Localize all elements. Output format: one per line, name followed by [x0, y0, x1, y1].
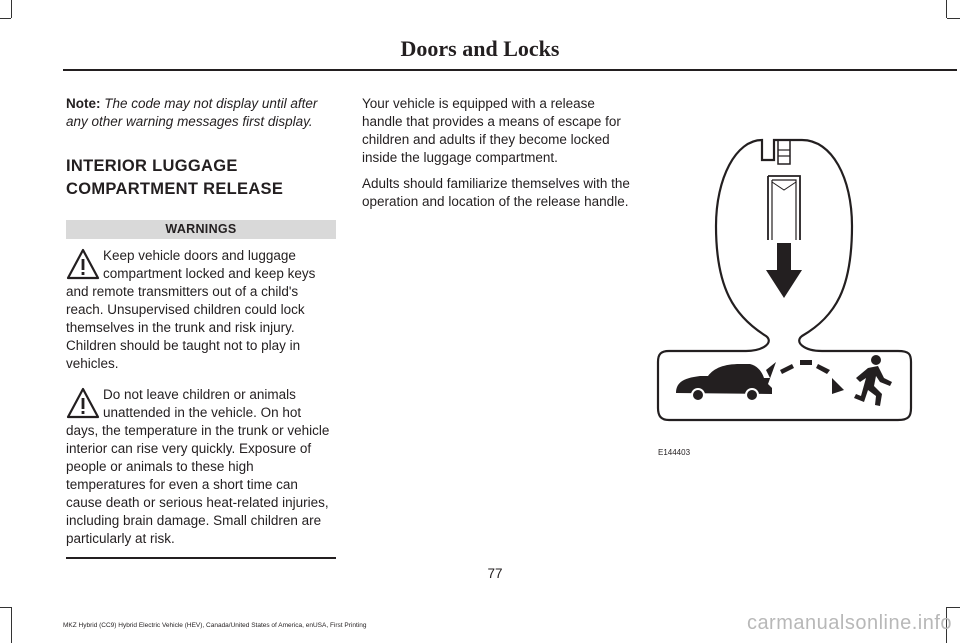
note — [66, 95, 336, 131]
crop-mark — [0, 607, 11, 608]
crop-mark — [11, 607, 12, 643]
section-heading-line1: INTERIOR LUGGAGE — [66, 157, 238, 175]
release-handle-illustration — [654, 138, 916, 428]
car-open-trunk-icon — [676, 362, 776, 401]
page-header-title: Doors and Locks — [400, 36, 560, 61]
note-label: Note: — [66, 96, 101, 111]
warning-text: Keep vehicle doors and luggage compartment locked and keep keys and remote transmitters out of a child's reach. Unsupervised children could lock themselves in the trunk and risk injury. Children should be taught not to play in vehicles. — [66, 248, 316, 371]
warning-triangle-icon — [66, 247, 100, 281]
crop-mark — [0, 18, 11, 19]
middle-column — [362, 95, 634, 219]
crop-mark — [946, 0, 947, 18]
footer-text: MKZ Hybrid (CC9) Hybrid Electric Vehicle (HEV), Canada/United States of America, enUSA, First Printing — [63, 622, 367, 629]
section-heading — [66, 155, 336, 201]
body-paragraph: Adults should familiarize themselves with the operation and location of the release handle. — [362, 176, 630, 209]
crop-mark — [947, 607, 960, 608]
section-heading-line2: COMPARTMENT RELEASE — [66, 180, 284, 198]
watermark: carmanualsonline.info — [746, 612, 952, 634]
warnings-end-rule — [66, 557, 336, 559]
note-text: The code may not display until after any other warning messages first display. — [66, 96, 318, 129]
figure-code: E144403 — [658, 448, 691, 457]
warning-item — [66, 386, 336, 548]
down-arrow-icon — [766, 243, 802, 298]
warning-item — [66, 247, 336, 373]
crop-mark — [11, 0, 12, 18]
page-number: 77 — [487, 566, 503, 581]
running-person-icon — [854, 355, 892, 406]
header-rule — [63, 69, 957, 71]
left-column — [66, 95, 336, 559]
dashed-arrow — [780, 360, 844, 394]
crop-mark — [947, 18, 960, 19]
warning-triangle-icon — [66, 386, 100, 420]
body-paragraph: Your vehicle is equipped with a release handle that provides a means of escape for children and adults if they become locked inside the luggage compartment. — [362, 96, 621, 165]
warning-text: Do not leave children or animals unattended in the vehicle. On hot days, the temperature in the trunk or vehicle interior can rise very quickly. Exposure of people or animals to these high temperatures for even a short time can cause death or serious heat-related injuries, including brain damage. Small children are particularly at risk. — [66, 387, 330, 546]
warnings-heading: WARNINGS — [66, 220, 336, 239]
